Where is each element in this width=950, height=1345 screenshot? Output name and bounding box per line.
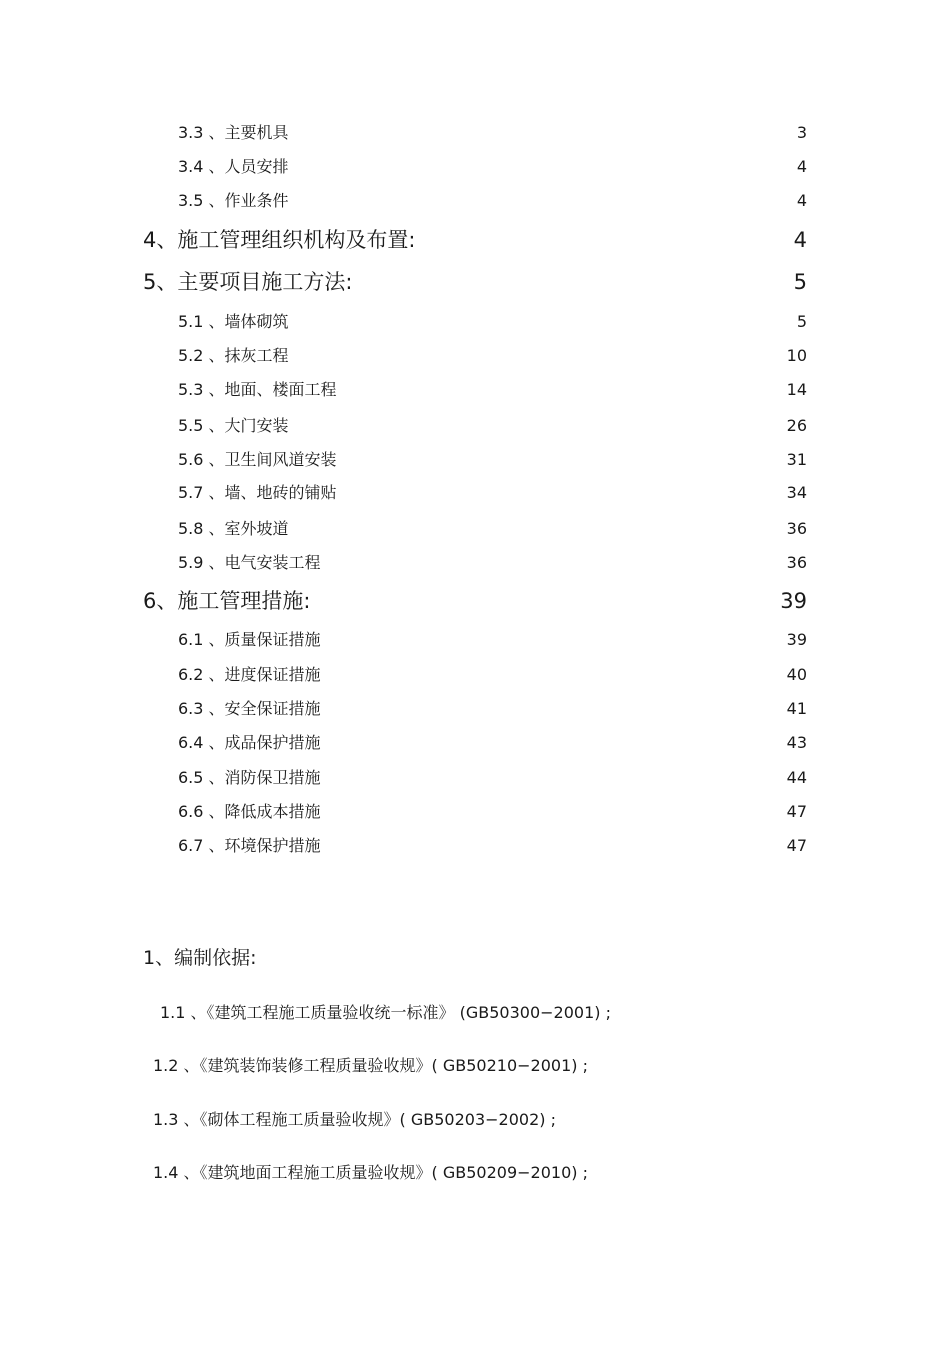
toc-entry[interactable] <box>178 447 807 470</box>
toc-entry-page: 10 <box>786 346 807 365</box>
toc-entry-page: 4 <box>796 191 807 210</box>
toc-entry-page: 14 <box>786 380 807 399</box>
toc-entry[interactable] <box>178 343 807 366</box>
toc-entry-label: 6.2 、进度保证措施 <box>178 665 321 684</box>
toc-section-label: 4、施工管理组织机构及布置: <box>143 228 416 252</box>
toc-entry-label: 5.2 、抹灰工程 <box>178 346 289 365</box>
toc-entry[interactable] <box>178 696 807 719</box>
toc-entry[interactable] <box>178 480 807 503</box>
toc-section-label: 6、施工管理措施: <box>143 589 311 613</box>
toc-entry-label: 6.3 、安全保证措施 <box>178 699 321 718</box>
basis-item: 1.4 、《建筑地面工程施工质量验收规》( GB50209−2010) ; <box>153 1163 588 1182</box>
toc-entry-label: 3.5 、作业条件 <box>178 191 289 210</box>
section-heading: 1、编制依据: <box>143 947 257 969</box>
toc-entry[interactable] <box>178 188 807 211</box>
toc-entry-page: 26 <box>786 416 807 435</box>
toc-entry-page: 3 <box>796 123 807 142</box>
toc-entry-page: 40 <box>786 665 807 684</box>
toc-entry-page: 41 <box>786 699 807 718</box>
toc-entry-page: 43 <box>786 733 807 752</box>
toc-entry-label: 5.8 、室外坡道 <box>178 519 289 538</box>
toc-entry[interactable] <box>178 550 807 573</box>
toc-entry-page: 5 <box>796 312 807 331</box>
toc-entry-label: 5.1 、墙体砌筑 <box>178 312 289 331</box>
toc-entry-label: 5.9 、电气安装工程 <box>178 553 321 572</box>
toc-entry-label: 6.5 、消防保卫措施 <box>178 768 321 787</box>
toc-entry-label: 3.4 、人员安排 <box>178 157 289 176</box>
toc-section-page: 5 <box>793 270 807 294</box>
toc-entry[interactable] <box>178 377 807 400</box>
toc-entry-label: 6.4 、成品保护措施 <box>178 733 321 752</box>
toc-entry[interactable] <box>178 662 807 685</box>
toc-entry-label: 6.1 、质量保证措施 <box>178 630 321 649</box>
toc-entry[interactable] <box>178 730 807 753</box>
basis-item: 1.2 、《建筑装饰装修工程质量验收规》( GB50210−2001) ; <box>153 1056 588 1075</box>
toc-entry-label: 5.3 、地面、楼面工程 <box>178 380 337 399</box>
toc-section[interactable] <box>143 224 807 254</box>
toc-entry[interactable] <box>178 309 807 332</box>
toc-entry-page: 39 <box>786 630 807 649</box>
toc-entry[interactable] <box>178 799 807 822</box>
toc-entry-page: 47 <box>786 802 807 821</box>
toc-entry-page: 34 <box>786 483 807 502</box>
toc-entry[interactable] <box>178 120 807 143</box>
toc-entry-label: 6.7 、环境保护措施 <box>178 836 321 855</box>
toc-entry-page: 47 <box>786 836 807 855</box>
toc-entry-page: 4 <box>796 157 807 176</box>
toc-section[interactable] <box>143 585 807 615</box>
toc-section-page: 4 <box>793 228 807 252</box>
toc-entry-label: 5.7 、墙、地砖的铺贴 <box>178 483 337 502</box>
basis-item: 1.1 、《建筑工程施工质量验收统一标准》 (GB50300−2001) ; <box>160 1003 611 1022</box>
toc-entry[interactable] <box>178 627 807 650</box>
toc-entry-page: 44 <box>786 768 807 787</box>
toc-section-label: 5、主要项目施工方法: <box>143 270 353 294</box>
toc-section[interactable] <box>143 266 807 296</box>
toc-entry[interactable] <box>178 413 807 436</box>
toc-entry[interactable] <box>178 833 807 856</box>
toc-entry-page: 31 <box>786 450 807 469</box>
toc-entry-label: 5.5 、大门安装 <box>178 416 289 435</box>
toc-entry-label: 6.6 、降低成本措施 <box>178 802 321 821</box>
toc-entry-label: 3.3 、主要机具 <box>178 123 289 142</box>
toc-section-page: 39 <box>780 589 807 613</box>
toc-entry[interactable] <box>178 154 807 177</box>
toc-entry[interactable] <box>178 516 807 539</box>
toc-entry-label: 5.6 、卫生间风道安装 <box>178 450 337 469</box>
toc-entry[interactable] <box>178 765 807 788</box>
toc-entry-page: 36 <box>786 553 807 572</box>
toc-entry-page: 36 <box>786 519 807 538</box>
basis-item: 1.3 、《砌体工程施工质量验收规》( GB50203−2002) ; <box>153 1110 556 1129</box>
